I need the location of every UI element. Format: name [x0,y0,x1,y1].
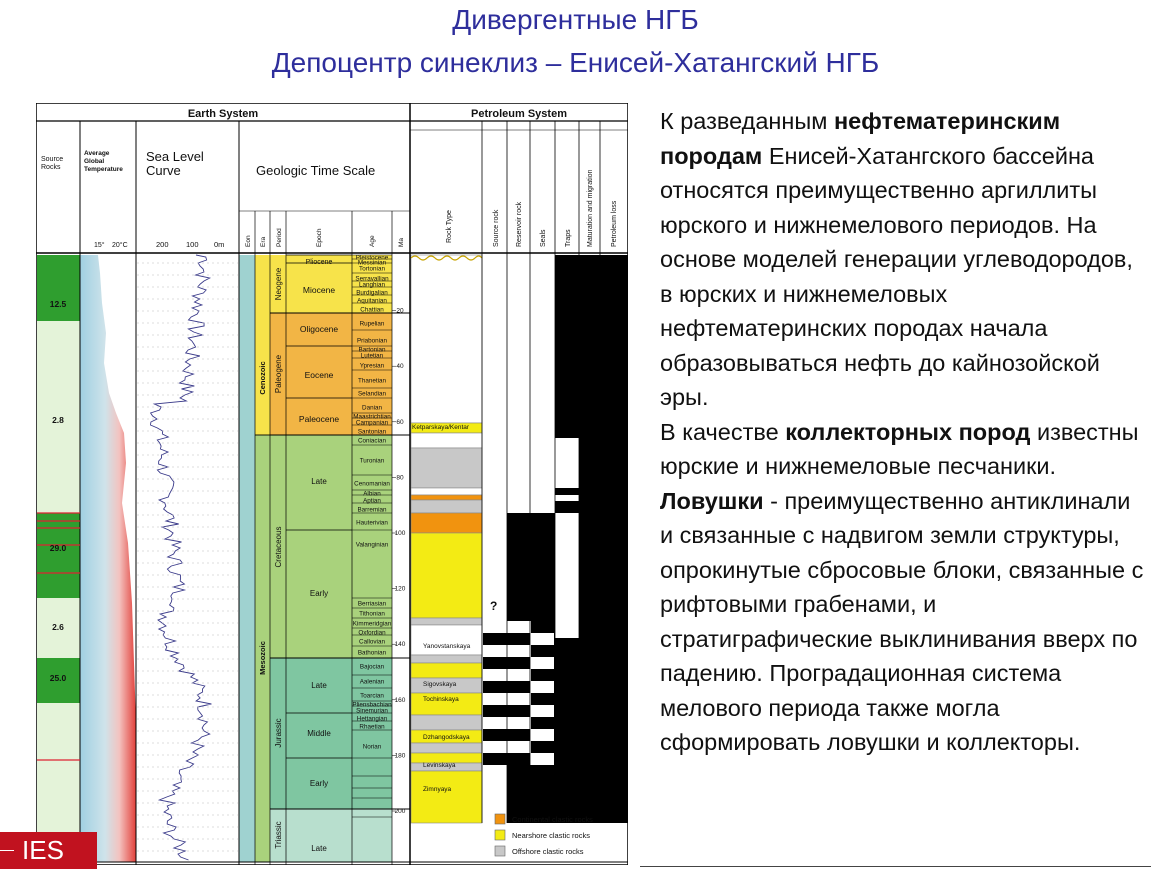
age-label: Oxfordian [358,629,386,637]
petroleum-element-bar [507,513,530,823]
legend-swatch [495,814,505,824]
rock-type-band [411,743,482,753]
age-label: Valanginian [355,541,389,549]
rock-type-band [411,663,482,678]
paragraph-source-rocks: К разведанным нефтематеринским породам Енисей-Хатангского бассейна относятся преимущественно аргиллиты юрского и нижнемелового периодов. На основе моделей генерации углеводородов, в юрских и нижнемеловых нефтематеринских породах начала образовываться нефть до кайнозойской эры. [660,108,1133,410]
epoch-label: Early [309,779,329,788]
sea-level-heading: Sea Level [146,149,204,164]
petroleum-element-bar [579,255,600,823]
time-scale-heading: Geologic Time Scale [256,163,376,178]
age-label: Cenomanian [354,480,390,488]
checker-cell [530,681,554,693]
age-label: Lutetian [360,352,384,360]
rock-type-band [411,433,482,448]
epoch-label: Late [311,681,327,690]
sub-label-eon: Eon [245,235,252,247]
title-line-1: Дивергентные НГБ [452,4,699,35]
epoch-label: Late [311,477,327,486]
era-cenozoic [255,255,270,435]
epoch-label: Oligocene [299,324,339,334]
age-label: Burdigalian [356,289,388,297]
stratigraphic-chart [36,103,628,865]
rock-type-band [411,655,482,663]
petro-col-label: Seals [540,229,547,247]
rock-type-band [411,715,482,730]
age-label: Toarcian [360,692,384,700]
era-label: Cenozoic [258,361,267,395]
petro-col-label: Reservoir rock [516,201,523,247]
checker-cell [507,645,531,657]
rock-type-band [411,618,482,625]
period-label: Jurassic [274,718,283,748]
petroleum-element-bar [555,255,579,438]
ma-tick: 200 [394,808,406,815]
age-label: Bathonian [357,649,387,657]
age-label: Danian [362,404,382,412]
avg-temp-heading: Temperature [84,166,123,173]
age-label: Thanetian [357,377,387,385]
source-value: 2.6 [52,622,64,632]
checker-cell [530,705,554,717]
checker-cell [483,705,507,717]
epoch-label: Miocene [302,285,336,295]
age-label: Bartonian [358,346,386,354]
age-label: Norian [362,743,382,751]
checker-cell [483,681,507,693]
ma-tick: 160 [394,696,406,704]
age-label: Chattian [360,306,384,314]
petro-col-label: Traps [565,229,572,247]
epoch-label: Pliocene [305,259,333,266]
legend-label: Offshore clastic rocks [512,847,584,856]
age-label: Bajocian [359,663,385,671]
rock-type-band [411,513,482,533]
sub-label-epoch: Epoch [316,228,323,247]
temp-tick: 20°C [112,242,128,249]
term-source-rocks: нефтематеринским породам [660,108,1061,169]
petro-col-label: Maturation and migration [587,169,594,247]
checker-cell [507,621,531,633]
ma-tick: 120 [394,585,406,593]
age-label: Tortonian [359,265,385,273]
age-label: Ypresian [359,362,385,370]
age-label: Aptian [363,497,381,505]
petroleum-element-bar [555,488,579,495]
rock-type-band [411,255,482,423]
sea-tick: 0m [214,240,225,249]
ma-tick: 180 [394,752,406,760]
legend-swatch [495,846,505,856]
sub-label-period: Period [276,228,283,247]
age-label: Turonian [359,457,385,465]
age-label: Callovian [359,638,385,646]
checker-cell [483,753,507,765]
source-band [37,255,80,321]
checker-cell [483,729,507,741]
sub-label-ma: Ma [398,237,405,247]
period-label: Neogene [274,267,283,301]
rock-type-band [411,495,482,500]
era-label: Mesozoic [258,641,267,675]
paragraph-traps: Ловушки - преимущественно антиклинали и связанные с надвигом земли структуры, опрокинутые сбросовые блоки, связанные с рифтовыми грабенами, и стратиграфические выклинивания вверх по падению. Проградационная система мелового периода также могла сформировать ловушки и коллекторы. [660,487,1144,755]
formation-label: Yanovstanskaya [423,643,471,650]
period-label: Paleogene [274,354,283,394]
ma-tick: 20 [396,307,404,315]
petro-col-label: Source rock [493,209,500,247]
ma-tick: 40 [396,363,404,371]
epoch-label: Late [311,844,327,853]
period-label: Cretaceous [274,526,283,568]
sub-label-era: Era [260,236,267,247]
rock-type-band [411,488,482,495]
checker-cell [530,753,554,765]
temp-tick: 15° [94,242,105,249]
formation-label: Tochinskaya [423,696,459,703]
age-label: Berriasian [357,600,387,608]
legend-label: Continental clastic rocks [512,815,593,824]
earth-system-label: Earth System [187,108,259,120]
epoch-label: Middle [307,729,331,738]
formation-label: Dzhangodskaya [423,734,470,741]
checker-cell [530,729,554,741]
checker-cell [507,693,531,705]
age-label: Campanian [355,419,389,427]
sea-level-heading: Curve [146,163,181,178]
checker-cell [530,633,554,645]
legend-label: Nearshore clastic rocks [512,831,590,840]
rock-type-band [411,625,482,655]
footer-line [640,866,1151,867]
petroleum-element-bar [555,501,579,513]
ma-tick: 140 [394,641,406,649]
checker-cell [530,657,554,669]
checker-cell [507,717,531,729]
rock-type-band [411,533,482,618]
period-label: Triassic [274,821,283,849]
formation-label: Zimnyaya [423,786,452,793]
age-label: Messinian [357,259,387,267]
source-value: 25.0 [49,673,67,683]
sea-tick: 200 [156,240,169,249]
age-label: Rupelian [359,320,385,328]
rock-type-band [411,771,482,823]
age-label: Barremian [357,506,387,514]
formation-label: Levinskaya [423,762,456,769]
checker-cell [483,633,507,645]
title-line-2: Депоцентр синеклиз – Енисей-Хатангский НГБ [271,47,880,78]
sub-label-age: Age [369,235,376,247]
eon-band [239,255,255,862]
source-value: 2.8 [52,415,64,425]
epoch-label: Eocene [304,370,334,380]
avg-temp-heading: Global [84,158,105,165]
source-band [37,513,80,598]
ma-tick: 60 [396,418,404,426]
petroleum-element-bar [600,255,628,823]
epoch-label: Paleocene [298,414,340,424]
checker-cell [483,657,507,669]
source-value: 29.0 [49,543,67,553]
ma-tick: 80 [396,474,404,482]
rock-type-band [411,448,482,488]
sea-tick: 100 [186,240,199,249]
paragraph-reservoir: В качестве коллекторных пород известны юрские и нижнемеловые песчаники. [660,418,1139,479]
age-label: Pleistocene [355,254,389,262]
age-label: Hettangian [356,715,388,723]
source-rocks-heading: Rocks [41,164,61,171]
petro-col-label: Rock Type [446,210,453,243]
term-reservoir: коллекторных пород [785,418,1031,445]
source-value: 12.5 [49,299,67,309]
source-rocks-heading: Source [41,156,64,163]
age-label: Kimmeridgian [352,620,392,628]
legend-swatch [495,830,505,840]
formation-label: Sigovskaya [423,681,457,688]
body-text [660,104,1148,760]
ma-tick: 100 [394,530,406,537]
epoch-label: Early [309,589,329,598]
age-label: Tithonian [359,610,385,618]
question-mark: ? [490,599,498,613]
age-label: Aquitanian [357,297,387,305]
age-label: Selandian [357,390,387,398]
ies-logo: IES [0,832,97,869]
age-label: Serravallian [355,275,389,283]
age-label: Priabonian [356,337,388,345]
age-label: Hauterivian [356,519,388,527]
checker-cell [507,669,531,681]
age-label: Coniacian [357,437,387,445]
age-label: Sinemurian [356,707,388,715]
age-label: Rhaetian [359,723,385,731]
age-label: Maastrichtian [353,413,391,421]
term-traps: Ловушки [660,487,764,514]
petro-col-label: Petroleum loss [611,200,618,247]
age-label: Aalenian [359,678,385,686]
age-label: Langhian [359,281,385,289]
rock-type-band [411,500,482,513]
petroleum-system-label: Petroleum System [471,108,567,120]
petroleum-element-bar [555,638,579,823]
checker-cell [507,741,531,753]
age-label: Santonian [357,428,387,436]
age-label: Albian [363,490,381,498]
avg-temp-heading: Average [84,150,110,157]
formation-label: Ketparskaya/Kentar [412,424,470,431]
age-label: Pliensbachian [352,701,392,709]
